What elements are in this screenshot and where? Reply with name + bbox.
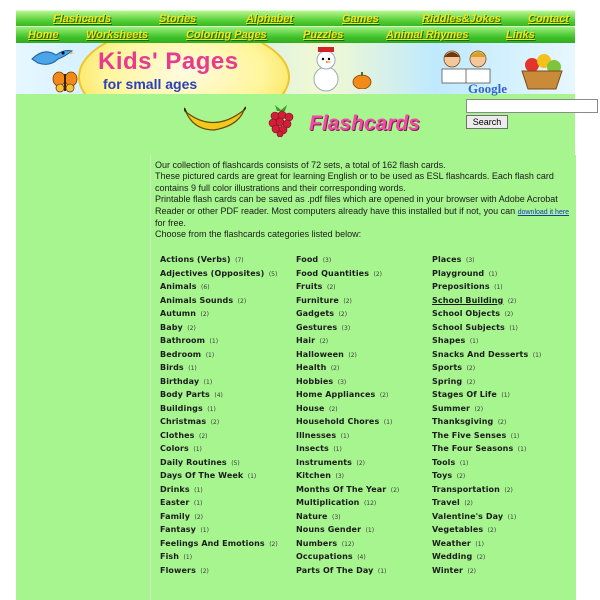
intro-text [155,160,573,241]
category-count: (1) [203,378,213,386]
nav-link-stories[interactable]: Stories [159,13,197,25]
category-item[interactable] [432,401,483,413]
category-count: (2) [348,351,357,359]
category-count: (2) [476,554,486,561]
category-count: (6) [201,284,210,291]
nav-link-home[interactable]: Home [28,29,59,41]
category-count: (2) [474,405,484,413]
category-item[interactable] [296,387,388,399]
category-count: (1) [517,446,527,453]
category-link[interactable]: School Building [432,295,504,305]
category-count: (3) [335,473,344,480]
category-link[interactable]: Household Chores [296,417,380,426]
category-count: (1) [532,351,542,359]
category-count: (1) [340,432,350,440]
category-link[interactable]: Playground [432,268,485,278]
category-item[interactable] [432,320,518,332]
butterfly-icon [52,71,78,93]
category-link[interactable]: Stages Of Life [432,390,497,399]
top-nav-row-2 [16,26,575,44]
google-logo-text: Google [468,81,507,96]
nav-link-puzzles[interactable]: Puzzles [303,29,344,41]
category-count: (5) [231,459,240,467]
category-link[interactable]: Kitchen [296,471,332,480]
category-link[interactable]: The Five Senses [432,430,507,440]
category-count: (1) [193,500,203,507]
category-count: (1) [200,527,209,534]
page-title: Flashcards [309,112,420,135]
category-item[interactable] [160,279,210,291]
category-link[interactable]: Wedding [432,552,473,561]
category-item[interactable] [296,482,399,494]
category-item[interactable] [160,495,202,507]
category-item[interactable] [432,414,506,426]
category-item[interactable] [160,414,219,426]
category-item[interactable] [296,522,374,534]
category-item[interactable] [296,401,338,413]
category-item[interactable] [160,360,197,372]
category-link[interactable]: Travel [432,498,460,507]
category-link[interactable]: Christmas [160,417,207,426]
category-count: (1) [459,459,469,467]
category-link[interactable]: Gadgets [296,309,335,318]
category-item[interactable] [160,455,240,467]
category-link[interactable]: Bathroom [160,336,206,345]
category-item[interactable] [432,495,473,507]
category-count: (7) [235,257,244,264]
category-link[interactable]: School Objects [432,309,501,318]
category-link[interactable]: Instruments [296,457,353,467]
nav-link-coloring-pages[interactable]: Coloring Pages [186,29,267,41]
search-input[interactable] [466,99,598,113]
category-link[interactable]: Nouns Gender [296,525,362,534]
category-item[interactable] [296,509,341,521]
category-count: (2) [497,419,507,426]
category-count: (3) [337,378,347,386]
category-count: (1) [475,540,484,548]
category-item[interactable] [432,441,526,453]
category-link[interactable]: Vegetables [432,525,484,534]
category-item[interactable] [296,441,342,453]
category-link[interactable]: Occupations [296,552,353,561]
category-item[interactable] [160,428,207,440]
category-item[interactable] [432,563,476,575]
category-item[interactable] [296,279,335,291]
category-item[interactable] [296,266,382,278]
category-item[interactable] [432,279,503,291]
category-item[interactable] [432,455,468,467]
category-link[interactable]: Thanksgiving [432,417,494,426]
category-link[interactable]: Winter [432,565,464,575]
category-link[interactable]: Tools [432,457,456,467]
category-link[interactable]: Months Of The Year [296,484,387,494]
category-item[interactable] [296,414,392,426]
category-item[interactable] [296,320,350,332]
category-count: (2) [269,540,278,548]
category-count: (12) [341,540,355,548]
category-item[interactable] [160,252,244,264]
google-logo [468,81,507,97]
category-item[interactable] [432,468,465,480]
category-count: (1) [193,446,202,453]
category-link[interactable]: Furniture [296,295,339,305]
category-link[interactable]: Prepositions [432,282,490,291]
category-count: (3) [466,257,475,264]
category-item[interactable] [160,536,278,548]
site-logo-subtitle: for small ages [103,76,198,92]
nav-link-riddles-jokes[interactable]: Riddles&Jokes [422,13,501,25]
category-item[interactable] [296,468,344,480]
category-link[interactable]: Transportation [432,484,500,494]
category-item[interactable] [160,441,202,453]
category-link[interactable]: Easter [160,498,190,507]
category-count: (2) [330,365,340,372]
nav-link-contact[interactable]: Contact [528,13,569,25]
category-count: (2) [200,311,209,318]
category-item[interactable] [160,549,192,561]
category-link[interactable]: Autumn [160,309,197,318]
nav-link-animal-rhymes[interactable]: Animal Rhymes [386,29,469,41]
category-count: (2) [237,297,247,305]
category-item[interactable] [432,482,513,494]
category-count: (2) [379,392,389,399]
category-count: (2) [194,513,203,521]
category-count: (1) [494,284,503,291]
category-link[interactable]: Weather [432,538,471,548]
category-item[interactable] [160,468,256,480]
category-link[interactable]: Adjectives (Opposites) [160,268,265,278]
category-count: (2) [504,486,513,494]
category-link[interactable]: Feelings And Emotions [160,538,265,548]
category-link[interactable]: Toys [432,471,453,480]
category-item[interactable] [432,360,475,372]
category-item[interactable] [160,320,196,332]
category-item[interactable] [432,333,478,345]
category-item[interactable] [432,347,541,359]
top-nav-row-1 [16,10,575,27]
category-item[interactable] [160,374,212,386]
category-item[interactable] [160,333,218,345]
category-link[interactable]: Body Parts [160,390,210,399]
nav-link-flashcards[interactable]: Flashcards [53,13,112,25]
category-count: (2) [464,500,473,507]
download-reader-link[interactable]: download it here [517,208,570,216]
category-link[interactable]: Days Of The Week [160,471,244,480]
category-item[interactable] [160,522,209,534]
category-item[interactable] [432,509,516,521]
category-count: (1) [510,432,520,440]
intro-line-2: These pictured cards are great for learning English or to be used as ESL flashcards. Each flash card contains 9 full color illustrations and their corresponding words. [155,171,554,193]
category-item[interactable] [432,306,513,318]
search-button[interactable]: Search [466,115,508,129]
category-count: (2) [187,324,196,332]
category-item[interactable] [432,549,485,561]
intro-line-3 [155,194,573,229]
category-link[interactable]: Gestures [296,322,338,332]
category-link[interactable]: Actions (Verbs) [160,255,231,264]
category-item[interactable] [296,428,349,440]
category-count: (2) [343,297,352,305]
site-logo-title[interactable]: Kids' Pages [98,48,239,75]
category-link[interactable]: Buildings [160,403,203,413]
category-item[interactable] [160,482,203,494]
category-item[interactable] [160,266,277,278]
category-count: (1) [194,486,203,494]
category-count: (1) [488,270,498,278]
nav-link-games[interactable]: Games [342,13,379,25]
category-link[interactable]: Snacks And Desserts [432,349,529,359]
category-item[interactable] [432,374,475,386]
category-count: (1) [501,392,510,399]
category-count: (2) [200,567,209,575]
fruit-basket-icon [518,49,566,91]
pumpkin-icon [352,71,372,89]
category-count: (4) [357,554,366,561]
category-link[interactable]: Home Appliances [296,390,376,399]
category-count: (1) [377,567,387,575]
category-link[interactable]: Flowers [160,565,196,575]
category-link[interactable]: School Subjects [432,322,505,332]
category-item[interactable] [296,293,352,305]
raspberry-icon [265,103,297,137]
category-count: (2) [466,365,476,372]
category-count: (4) [214,392,223,399]
category-count: (1) [207,405,216,413]
category-item[interactable] [432,428,519,440]
category-link[interactable]: Numbers [296,538,338,548]
category-item[interactable] [296,495,376,507]
category-count: (1) [188,365,197,372]
category-count: (1) [509,324,518,332]
category-count: (12) [363,500,377,507]
category-count: (2) [319,338,329,345]
category-count: (1) [507,513,517,521]
category-count: (3) [322,257,332,264]
category-link[interactable]: Health [296,363,327,372]
category-link[interactable]: Food [296,255,319,264]
category-count: (5) [268,270,278,278]
category-link[interactable]: Animals Sounds [160,295,234,305]
category-item[interactable] [432,522,496,534]
category-link[interactable]: Halloween [296,349,344,359]
category-link[interactable]: Baby [160,322,183,332]
category-count: (1) [209,338,219,345]
category-count: (2) [504,311,514,318]
category-link[interactable]: Insects [296,444,329,453]
category-count: (1) [333,446,342,453]
category-count: (2) [210,419,220,426]
category-count: (1) [469,338,479,345]
category-link[interactable]: Places [432,255,462,264]
category-count: (1) [247,473,257,480]
category-item[interactable] [296,563,386,575]
category-link[interactable]: Fruits [296,282,323,291]
category-count: (3) [332,513,341,521]
category-item[interactable] [432,252,475,264]
category-item[interactable] [296,549,366,561]
category-count: (1) [383,419,393,426]
category-count: (2) [198,432,208,440]
category-item[interactable] [160,387,223,399]
category-count: (1) [183,554,193,561]
category-count: (1) [205,351,215,359]
category-link[interactable]: Daily Routines [160,457,227,467]
category-link[interactable]: House [296,403,325,413]
category-link[interactable]: Clothes [160,430,195,440]
category-item[interactable] [160,293,246,305]
category-item[interactable] [296,333,328,345]
category-count: (2) [456,473,466,480]
category-item[interactable] [296,536,354,548]
category-link[interactable]: Fish [160,552,180,561]
category-count: (2) [329,405,338,413]
category-link[interactable]: Family [160,511,191,521]
category-link[interactable]: Multiplication [296,498,360,507]
category-count: (2) [487,527,497,534]
category-count: (1) [365,527,375,534]
category-count: (2) [326,284,336,291]
category-count: (2) [390,486,400,494]
category-count: (3) [341,324,351,332]
category-link[interactable]: Drinks [160,484,190,494]
category-link[interactable]: Shapes [432,336,466,345]
category-count: (2) [356,459,365,467]
nav-link-worksheets[interactable]: Worksheets [86,29,149,41]
category-link[interactable]: Sports [432,363,463,372]
intro-line-3-text: Printable flash cards can be saved as .pdf files which are opened in your browser with Adobe Acrobat Reader or other PDF reader. Most computers already have this installed but if not, you can [155,194,558,216]
category-link[interactable]: Hair [296,336,316,345]
intro-line-1: Our collection of flashcards consists of 72 sets, a total of 162 flash cards. [155,160,446,170]
category-link[interactable]: Summer [432,403,471,413]
category-item[interactable] [296,374,346,386]
category-link[interactable]: The Four Seasons [432,444,514,453]
category-item[interactable] [296,252,331,264]
category-item[interactable] [432,266,497,278]
category-count: (2) [507,297,517,305]
category-link[interactable]: Colors [160,444,189,453]
category-link[interactable]: Valentine's Day [432,511,504,521]
category-count: (2) [338,311,348,318]
category-link[interactable]: Nature [296,511,328,521]
category-link[interactable]: Birthday [160,376,200,386]
category-item[interactable] [160,563,209,575]
category-count: (2) [466,378,476,386]
nav-link-links[interactable]: Links [506,29,535,41]
intro-line-4: Choose from the flashcards categories listed below: [155,229,362,240]
category-count: (2) [467,567,477,575]
category-link[interactable]: Hobbies [296,376,334,386]
category-link[interactable]: Food Quantities [296,268,370,278]
intro-line-3-end: for free. [155,218,187,229]
category-link[interactable]: Illnesses [296,430,337,440]
bird-icon [30,45,74,71]
category-link[interactable]: Animals [160,282,197,291]
snowman-icon [306,45,346,93]
banana-icon [184,104,246,134]
category-count: (2) [373,270,383,278]
category-link[interactable]: Spring [432,376,463,386]
nav-link-alphabet[interactable]: Alphabet [246,13,294,25]
category-link[interactable]: Fantasy [160,525,196,534]
category-link[interactable]: Birds [160,363,184,372]
category-link[interactable]: Bedroom [160,349,202,359]
category-link[interactable]: Parts Of The Day [296,565,374,575]
